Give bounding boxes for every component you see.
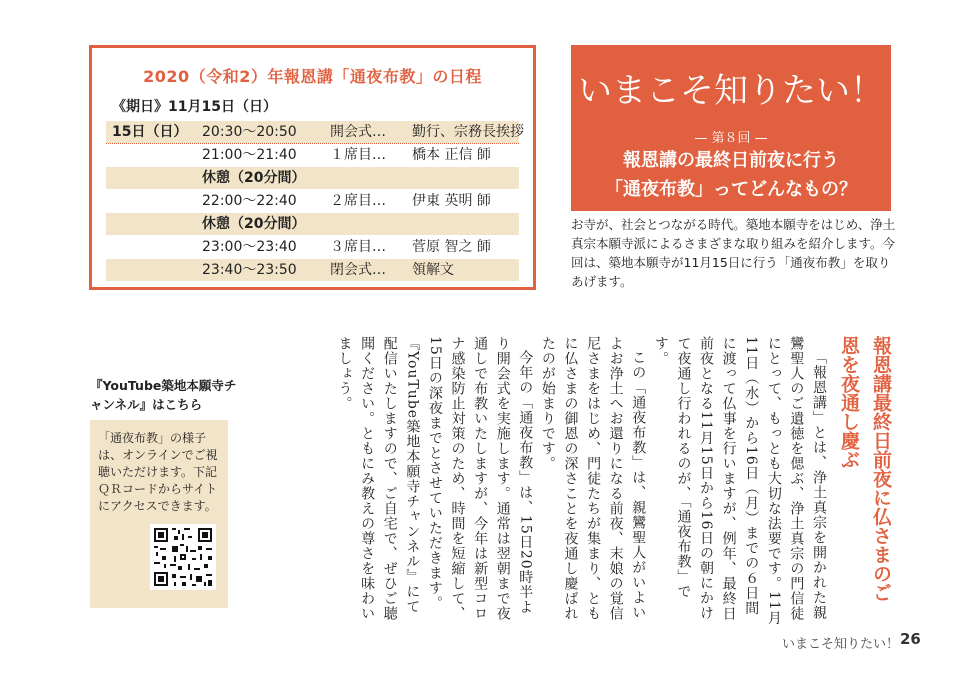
issue-number: — 第８回 — [694,131,768,146]
schedule-row [106,121,524,143]
article-subtitle-line1: 報恩講の最終日前夜に行う [623,150,839,171]
youtube-channel-label: 『YouTube築地本願寺チャンネル』はこちら [90,378,237,412]
article-paragraph: 「報恩講」とは、浄土真宗を開かれた親鸞聖人のご遺徳を偲ぶ、浄土真宗の門信徒にとって、もっとも大切な法要です。11月11日（水）から16日（月）までの６日間に渡って仏事を行いますが、例年、最終日前夜となる11月15日から16日の朝にかけて夜通し行われるのが、「通夜布教」です。 [652,336,827,626]
qr-code-icon[interactable] [150,524,216,590]
schedule-order: 閉会式… [330,262,386,278]
schedule-day: 15日（日） [112,124,188,140]
series-title-box [571,45,891,211]
schedule-order: ３席目… [330,239,386,255]
schedule-break-row [106,213,519,235]
schedule-time: 21:00〜21:40 [202,147,297,163]
schedule-speaker: 勤行、宗務長挨拶 [412,124,524,140]
page-number: 26 [900,630,921,648]
schedule-time: 23:40〜23:50 [202,262,297,278]
schedule-order: １席目… [330,147,386,163]
schedule-time: 22:00〜22:40 [202,193,297,209]
article-paragraph: 今年の「通夜布教」は、15日20時半より開会式を実施します。通常は翌朝まで夜通しで布教いたしますが、今年は新型コロナ感染防止対策のため、時間を短縮して、15日の深夜までとさせていただきます。『YouTube築地本願寺チャンネル』にて配信いたしますので、ご自宅で、ぜひご聴聞ください。ともにみ教えの尊さを味わいましょう。 [336,336,534,621]
schedule-row [106,190,519,212]
schedule-time: 23:00〜23:40 [202,239,297,255]
schedule-speaker: 伊東 英明 師 [412,193,491,209]
article-paragraph: この「通夜布教」は、親鸞聖人がいよいよお浄土へお還りになる前夜、末娘の覚信尼さまをはじめ、門徒たちが集まり、ともに仏さまの御恩の深さことを夜通し慶ばれたのが始まりです。 [539,336,647,621]
schedule-order: 開会式… [330,124,386,140]
article-heading: 報恩講最終日前夜に仏さまのご恩を夜通し慶ぶ [838,336,892,602]
schedule-speaker: 菅原 智之 師 [412,239,491,255]
article-subtitle-line2: 「通夜布教」ってどんなもの？ [605,179,857,200]
schedule-speaker: 領解文 [412,262,454,278]
schedule-speaker: 橋本 正信 師 [412,147,491,163]
youtube-info-box [90,420,228,608]
footer-series-label: いまこそ知りたい！ [782,637,900,652]
schedule-row [106,144,519,166]
schedule-break: 休憩（20分間） [202,216,306,232]
article-body [252,336,830,626]
schedule-box [89,45,536,290]
series-title: いまこそ知りたい！ [578,71,884,111]
schedule-row [106,259,519,281]
schedule-date: 《期日》11月15日（日） [112,99,277,115]
schedule-title: 2020（令和2）年報恩講「通夜布教」の日程 [143,67,482,86]
schedule-time: 20:30〜20:50 [202,124,297,140]
schedule-row [106,236,519,258]
schedule-break: 休憩（20分間） [202,170,306,186]
intro-text: お寺が、社会とつながる時代。築地本願寺をはじめ、浄土真宗本願寺派によるさまざまな取り組みを紹介します。今回は、築地本願寺が11月15日に行う「通夜布教」を取りあげます。 [571,217,896,289]
schedule-break-row [106,167,519,189]
schedule-order: ２席目… [330,193,386,209]
youtube-info-text: 「通夜布教」の様子は、オンラインでご視聴いただけます。下記ＱＲコードからサイトにアクセスできます。 [98,431,218,513]
